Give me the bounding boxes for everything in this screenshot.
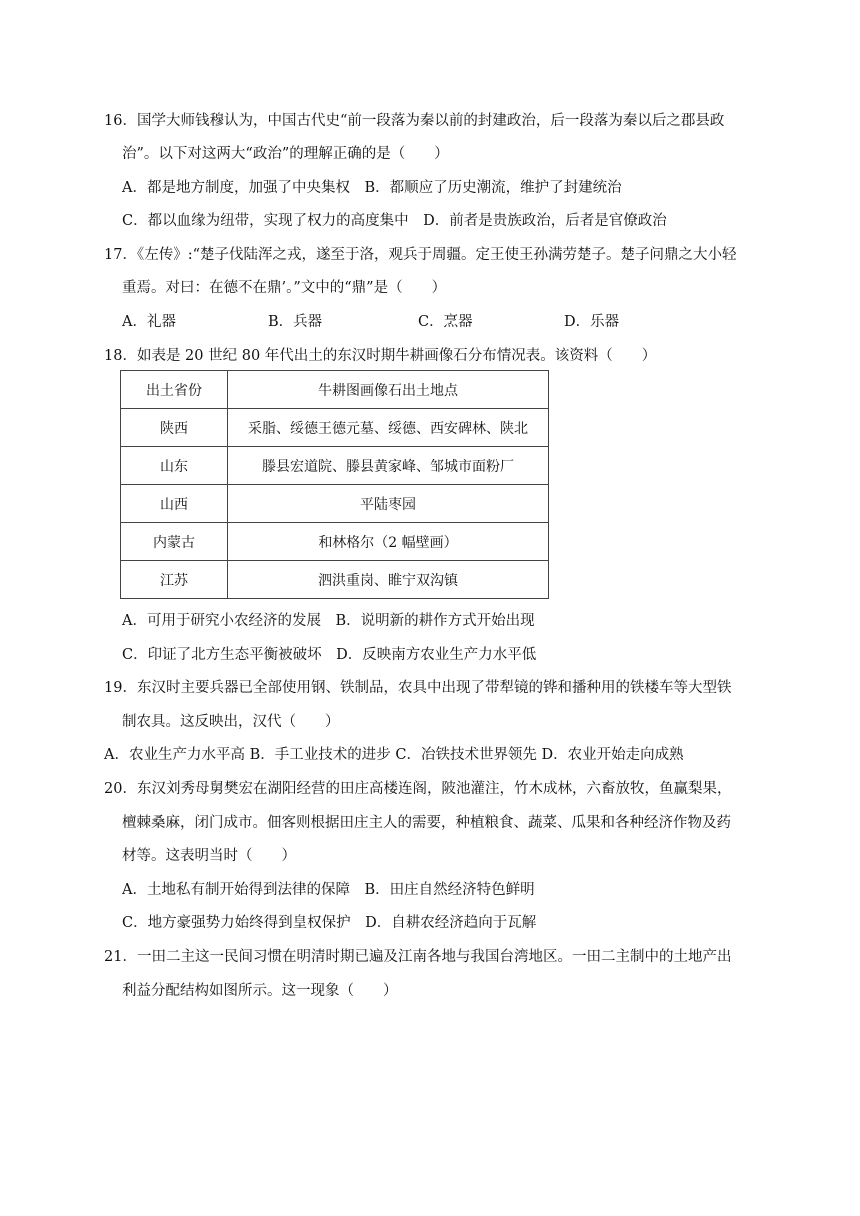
q19-stem-line-2: 制农具。这反映出，汉代（ ） <box>122 714 340 730</box>
ox-plough-stone-distribution-table <box>120 370 549 599</box>
table-cell-site: 平陆枣园 <box>228 485 549 523</box>
table-cell-province: 陕西 <box>121 409 228 447</box>
q17-options <box>122 312 742 332</box>
table-header-row <box>121 371 549 409</box>
table-cell-province: 江苏 <box>121 561 228 599</box>
q16-options-cd: C．都以血缘为纽带，实现了权力的高度集中 D．前者是贵族政治，后者是官僚政治 <box>122 213 667 229</box>
q19-options: A．农业生产力水平高 B．手工业技术的进步 C．冶铁技术世界领先 D．农业开始走向成熟 <box>104 747 684 763</box>
q20-stem-line-3: 材等。这表明当时（ ） <box>122 848 296 864</box>
table-cell-province: 内蒙古 <box>121 523 228 561</box>
q17-stem-line-2: 重焉。对曰：在德不在鼎’。”文中的“鼎”是（ ） <box>122 280 447 296</box>
table-cell-site: 泗洪重岗、睢宁双沟镇 <box>228 561 549 599</box>
q17-option-c: C．烹器 <box>418 314 473 330</box>
table-cell-site: 和林格尔（2 幅壁画） <box>228 523 549 561</box>
q17-option-d: D．乐器 <box>564 314 620 330</box>
table-row <box>121 447 549 485</box>
table-header-site: 牛耕图画像石出土地点 <box>228 371 549 409</box>
q18-options-cd: C．印证了北方生态平衡被破坏 D．反映南方农业生产力水平低 <box>122 647 537 663</box>
q20-stem-line-1: 20．东汉刘秀母舅樊宏在湖阳经营的田庄高楼连阁，陂池灌注，竹木成林，六畜放牧，鱼赢梨果， <box>104 781 732 797</box>
q21-stem-line-1: 21．一田二主这一民间习惯在明清时期已遍及江南各地与我国台湾地区。一田二主制中的土地产出 <box>104 949 732 965</box>
q17-option-b: B．兵器 <box>268 314 323 330</box>
q17-option-a: A．礼器 <box>122 314 176 330</box>
q17-stem-line-1: 17．《左传》:“楚子伐陆浑之戎，遂至于洛，观兵于周疆。定王使王孙满劳楚子。楚子问鼎之大小轻 <box>104 247 737 263</box>
q16-stem-line-1: 16．国学大师钱穆认为，中国古代史“前一段落为秦以前的封建政治，后一段落为秦以后之郡县政 <box>104 113 725 129</box>
table-row <box>121 523 549 561</box>
table-header-province: 出土省份 <box>121 371 228 409</box>
table-row <box>121 485 549 523</box>
table-cell-site: 滕县宏道院、滕县黄家峰、邹城市面粉厂 <box>228 447 549 485</box>
q18-stem-line-1: 18．如表是 20 世纪 80 年代出土的东汉时期牛耕画像石分布情况表。该资料（ ） <box>104 348 657 364</box>
q20-stem-line-2: 檀棘桑麻，闭门成市。佃客则根据田庄主人的需要，种植粮食、蔬菜、瓜果和各种经济作物及药 <box>122 815 731 831</box>
table-cell-province: 山东 <box>121 447 228 485</box>
q20-options-cd: C．地方豪强势力始终得到皇权保护 D．自耕农经济趋向于瓦解 <box>122 915 537 931</box>
table-cell-province: 山西 <box>121 485 228 523</box>
q18-options-ab: A．可用于研究小农经济的发展 B．说明新的耕作方式开始出现 <box>122 613 535 629</box>
table-row <box>121 561 549 599</box>
q20-options-ab: A．土地私有制开始得到法律的保障 B．田庄自然经济特色鲜明 <box>122 882 535 898</box>
q16-options-ab: A．都是地方制度，加强了中央集权 B．都顺应了历史潮流，维护了封建统治 <box>122 180 622 196</box>
q19-stem-line-1: 19．东汉时主要兵器已全部使用钢、铁制品，农具中出现了带犁镜的铧和播种用的铁楼车等大型铁 <box>104 680 732 696</box>
q16-stem-line-2: 治”。以下对这两大“政治”的理解正确的是（ ） <box>122 146 449 162</box>
q21-stem-line-2: 利益分配结构如图所示。这一现象（ ） <box>122 983 398 999</box>
table-cell-site: 采脂、绥德王德元墓、绥德、西安碑林、陕北 <box>228 409 549 447</box>
table-row <box>121 409 549 447</box>
